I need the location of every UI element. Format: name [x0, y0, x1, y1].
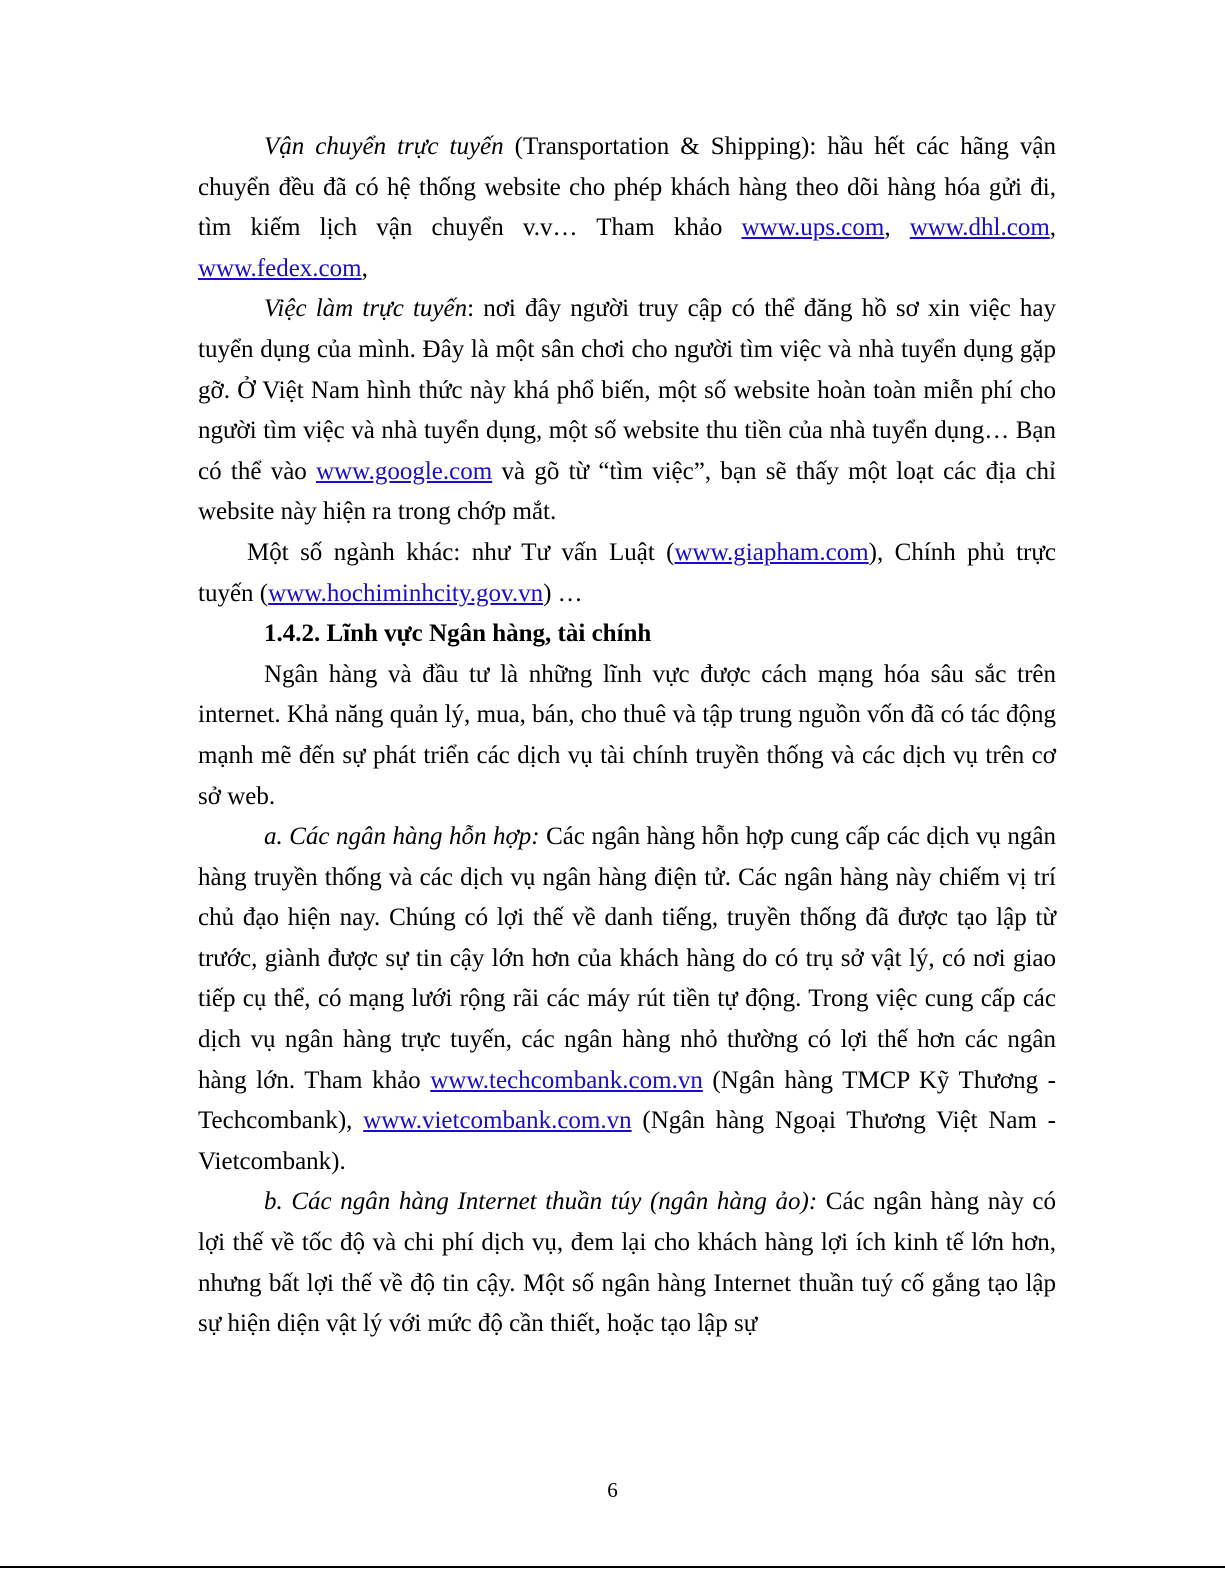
separator: ,	[884, 214, 910, 242]
paragraph-mid: ), Chính phủ trực tuyến (	[198, 538, 1056, 607]
link-techcombank[interactable]: www.techcombank.com.vn	[430, 1066, 703, 1094]
term-internet-banks: b. Các ngân hàng Internet thuần túy (ngân hàng ảo):	[264, 1188, 818, 1216]
body-text	[198, 127, 1056, 1345]
link-dhl[interactable]: www.dhl.com	[909, 214, 1050, 242]
page-bottom-rule	[0, 1566, 1225, 1568]
link-vietcombank[interactable]: www.vietcombank.com.vn	[363, 1107, 632, 1135]
paragraph-internet-banks	[198, 1182, 1056, 1344]
paragraph-online-jobs	[198, 289, 1056, 533]
link-fedex[interactable]: www.fedex.com	[198, 254, 362, 282]
separator: ,	[1049, 214, 1057, 242]
paragraph-mid: (Ngân hàng TMCP Kỹ Thương - Techcombank),	[198, 1066, 1056, 1135]
link-giapham[interactable]: www.giapham.com	[674, 538, 869, 566]
paragraph-text: Ngân hàng và đầu tư là những lĩnh vực được cách mạng hóa sâu sắc trên internet. Khả năng quản lý, mua, bán, cho thuê và tập trung nguồn vốn đã có tác động mạnh mẽ đến sự phát triển các dịch vụ tài chính truyền thống và các dịch vụ trên cơ sở web.	[198, 660, 1056, 810]
paragraph-other-sectors	[198, 533, 1056, 614]
section-heading: 1.4.2. Lĩnh vực Ngân hàng, tài chính	[264, 620, 652, 648]
page-number: 6	[607, 1478, 618, 1502]
link-ups[interactable]: www.ups.com	[741, 214, 885, 242]
paragraph-online-shipping	[198, 127, 1056, 289]
paragraph-text: : nơi đây người truy cập có thể đăng hồ sơ xin việc hay tuyển dụng của mình. Đây là một sân chơi cho người tìm việc và nhà tuyển dụng gặp gỡ. Ở Việt Nam hình thức này khá phổ biến, một số website hoàn toàn miễn phí cho người tìm việc và nhà tuyển dụng, một số website thu tiền của nhà tuyển dụng… Bạn có thể vào	[198, 295, 1056, 485]
paragraph-banking-intro	[198, 655, 1056, 817]
paragraph-text: Các ngân hàng hỗn hợp cung cấp các dịch vụ ngân hàng truyền thống và các dịch vụ ngân hàng điện tử. Các ngân hàng này chiếm vị trí chủ đạo hiện nay. Chúng có lợi thế về danh tiếng, truyền thống đã được tạo lập từ trước, giành được sự tin cậy lớn hơn của khách hàng do có trụ sở vật lý, có nơi giao tiếp cụ thể, có mạng lưới rộng rãi các máy rút tiền tự động. Trong việc cung cấp các dịch vụ ngân hàng trực tuyến, các ngân hàng nhỏ thường có lợi thế hơn các ngân hàng lớn. Tham khảo	[198, 823, 1056, 1094]
paragraph-end: và gõ từ “tìm việc”, bạn sẽ thấy một loạt các địa chỉ website này hiện ra trong chớp mắt.	[198, 457, 1056, 526]
paragraph-end: ) …	[543, 579, 583, 607]
paragraph-end: ,	[361, 254, 368, 282]
term-online-shipping: Vận chuyển trực tuyến	[264, 133, 504, 160]
link-google[interactable]: www.google.com	[316, 457, 493, 485]
paragraph-text: (Transportation & Shipping): hầu hết các hãng vận chuyển đều đã có hệ thống website cho phép khách hàng theo dõi hàng hóa gửi đi, tìm kiếm lịch vận chuyển v.v… Tham khảo	[198, 133, 1056, 242]
paragraph-end: (Ngân hàng Ngoại Thương Việt Nam -Vietcombank).	[198, 1107, 1056, 1175]
term-hybrid-banks: a. Các ngân hàng hỗn hợp:	[264, 823, 540, 851]
paragraph-hybrid-banks	[198, 817, 1056, 1182]
paragraph-text: Các ngân hàng này có lợi thế về tốc độ và chi phí dịch vụ, đem lại cho khách hàng lợi ích kinh tế lớn hơn, nhưng bất lợi thế về độ tin cậy. Một số ngân hàng Internet thuần tuý cố gắng tạo lập sự hiện diện vật lý với mức độ cần thiết, hoặc tạo lập sự	[198, 1188, 1056, 1338]
link-hochiminhcity[interactable]: www.hochiminhcity.gov.vn	[268, 579, 544, 607]
term-online-jobs: Việc làm trực tuyến	[264, 295, 468, 323]
paragraph-text: Một số ngành khác: như Tư vấn Luật (	[247, 538, 675, 566]
